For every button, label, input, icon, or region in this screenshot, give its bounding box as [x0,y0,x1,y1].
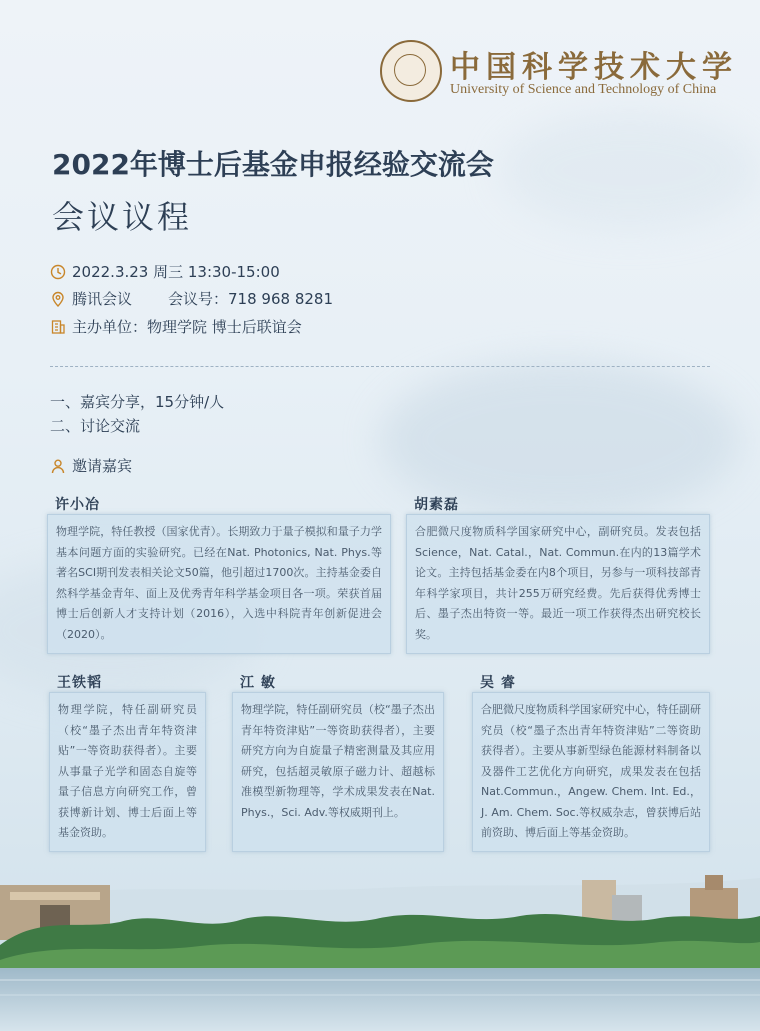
campus-scene-illustration [0,860,760,1031]
university-seal-icon [380,40,442,102]
organizer: 主办单位：物理学院 博士后联谊会 [72,318,302,336]
guest-name: 吴 睿 [480,675,516,691]
location-pin-icon [50,291,66,307]
divider [50,366,710,367]
guest-card [472,672,710,852]
guest-bio: 物理学院，特任副研究员（校“墨子杰出青年特资津贴”一等资助获得者）。主要从事量子光学和固态自旋等量子信息方向研究工作，曾获博新计划、博士后面上等基金资助。 [58,703,197,839]
guest-bio-box [406,514,710,654]
guest-name: 江 敏 [240,675,276,691]
user-icon [50,458,66,474]
meeting-time: 2022.3.23 周三 13:30-15:00 [72,263,280,281]
guests-label: 邀请嘉宾 [72,457,133,475]
university-name-cn: 中国科学技术大学 [450,50,738,85]
university-logo [380,40,738,102]
guests-heading [50,455,132,476]
guest-bio: 合肥微尺度物质科学国家研究中心，特任副研究员（校“墨子杰出青年特资津贴”二等资助获得者）。主要从事新型绿色能源材料制备以及器件工艺优化方向研究，成果发表在包括Nat.Commun.，Angew. Chem. Int. Ed.，J. Am. Chem. Soc.等权威杂志，曾获博后站前资助、博后面上等基金资助。 [481,703,701,839]
info-time [50,261,280,282]
page-subtitle: 会议议程 [52,198,193,236]
guest-name: 王铁韬 [57,675,102,691]
meeting-platform: 腾讯会议 [72,290,133,308]
guest-bio-box [472,692,710,852]
guest-bio-box [49,692,206,852]
guest-bio-box [232,692,444,852]
guest-bio: 合肥微尺度物质科学国家研究中心，副研究员。发表包括Science，Nat. Catal.，Nat. Commun.在内的13篇学术论文。主持包括基金委在内8个项目，另参与一项科技部青年科学家项目，共计255万研究经费。先后获得优秀博士后、墨子杰出特资一等。最近一项工作获得杰出研究校长奖。 [415,525,701,641]
building-icon [50,319,66,335]
guest-card [232,672,444,852]
info-organizer [50,316,302,337]
guest-bio: 物理学院，特任教授（国家优青）。长期致力于量子模拟和量子力学基本问题方面的实验研究。已经在Nat. Photonics, Nat. Phys.等著名SCI期刊发表相关论文50篇，他引超过1700次。主持基金委自然科学基金青年、面上及优秀青年科学基金项目各一项。荣获首届博士后创新人才支持计划（2016），入选中科院青年创新促进会（2020）。 [56,525,382,641]
university-name-en: University of Science and Technology of China [450,82,717,97]
page-title: 2022年博士后基金申报经验交流会 [52,148,494,181]
agenda-item: 一、嘉宾分享，15分钟/人 [50,393,225,411]
guest-name: 胡素磊 [414,497,459,513]
guest-bio: 物理学院，特任副研究员（校“墨子杰出青年特资津贴”一等资助获得者），主要研究方向为自旋量子精密测量及其应用研究，包括超灵敏原子磁力计、超越标准模型新物理等，学术成果发表在Nat. Phys.，Sci. Adv.等权威期刊上。 [241,703,435,819]
meeting-id: 会议号：718 968 8281 [168,290,333,308]
guest-bio-box [47,514,391,654]
info-location [50,288,333,309]
mist-decoration [500,110,760,230]
guest-name: 许小冶 [55,497,100,513]
clock-icon [50,264,66,280]
guest-card [406,494,710,654]
guest-card [47,494,391,654]
agenda-item: 二、讨论交流 [50,417,141,435]
guest-card [49,672,206,852]
